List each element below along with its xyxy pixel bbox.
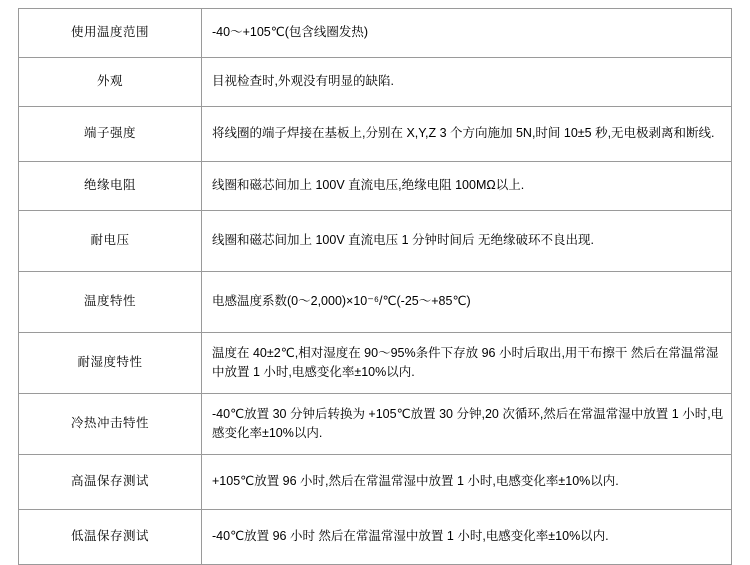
- table-row: [19, 58, 732, 107]
- row-label: 外观: [19, 58, 202, 107]
- row-label: 绝缘电阻: [19, 162, 202, 211]
- table-row: [19, 9, 732, 58]
- row-label: 低温保存测试: [19, 510, 202, 565]
- table-row: [19, 211, 732, 272]
- row-value: -40℃放置 30 分钟后转换为 +105℃放置 30 分钟,20 次循环,然后在常温常湿中放置 1 小时,电感变化率±10%以内.: [202, 394, 732, 455]
- table-row: [19, 107, 732, 162]
- row-label: 耐湿度特性: [19, 333, 202, 394]
- row-value: 线圈和磁芯间加上 100V 直流电压,绝缘电阻 100MΩ以上.: [202, 162, 732, 211]
- row-value: 线圈和磁芯间加上 100V 直流电压 1 分钟时间后 无绝缘破环不良出现.: [202, 211, 732, 272]
- row-value: +105℃放置 96 小时,然后在常温常湿中放置 1 小时,电感变化率±10%以内.: [202, 455, 732, 510]
- row-label: 高温保存测试: [19, 455, 202, 510]
- row-value: -40～+105℃(包含线圈发热): [202, 9, 732, 58]
- table-row: [19, 394, 732, 455]
- row-label: 耐电压: [19, 211, 202, 272]
- row-label: 温度特性: [19, 272, 202, 333]
- row-value: 将线圈的端子焊接在基板上,分别在 X,Y,Z 3 个方向施加 5N,时间 10±5 秒,无电极剥离和断线.: [202, 107, 732, 162]
- table-row: [19, 162, 732, 211]
- table-row: [19, 272, 732, 333]
- row-value: 目视检查时,外观没有明显的缺陷.: [202, 58, 732, 107]
- table-row: [19, 333, 732, 394]
- row-value: 电感温度系数(0～2,000)×10⁻⁶/℃(-25～+85℃): [202, 272, 732, 333]
- row-value: 温度在 40±2℃,相对湿度在 90～95%条件下存放 96 小时后取出,用干布擦干 然后在常温常湿中放置 1 小时,电感变化率±10%以内.: [202, 333, 732, 394]
- table-body: [19, 9, 732, 565]
- row-label: 端子强度: [19, 107, 202, 162]
- table-row: [19, 510, 732, 565]
- specification-table: [18, 8, 732, 565]
- table-row: [19, 455, 732, 510]
- row-label: 冷热冲击特性: [19, 394, 202, 455]
- row-value: -40℃放置 96 小时 然后在常温常湿中放置 1 小时,电感变化率±10%以内.: [202, 510, 732, 565]
- row-label: 使用温度范围: [19, 9, 202, 58]
